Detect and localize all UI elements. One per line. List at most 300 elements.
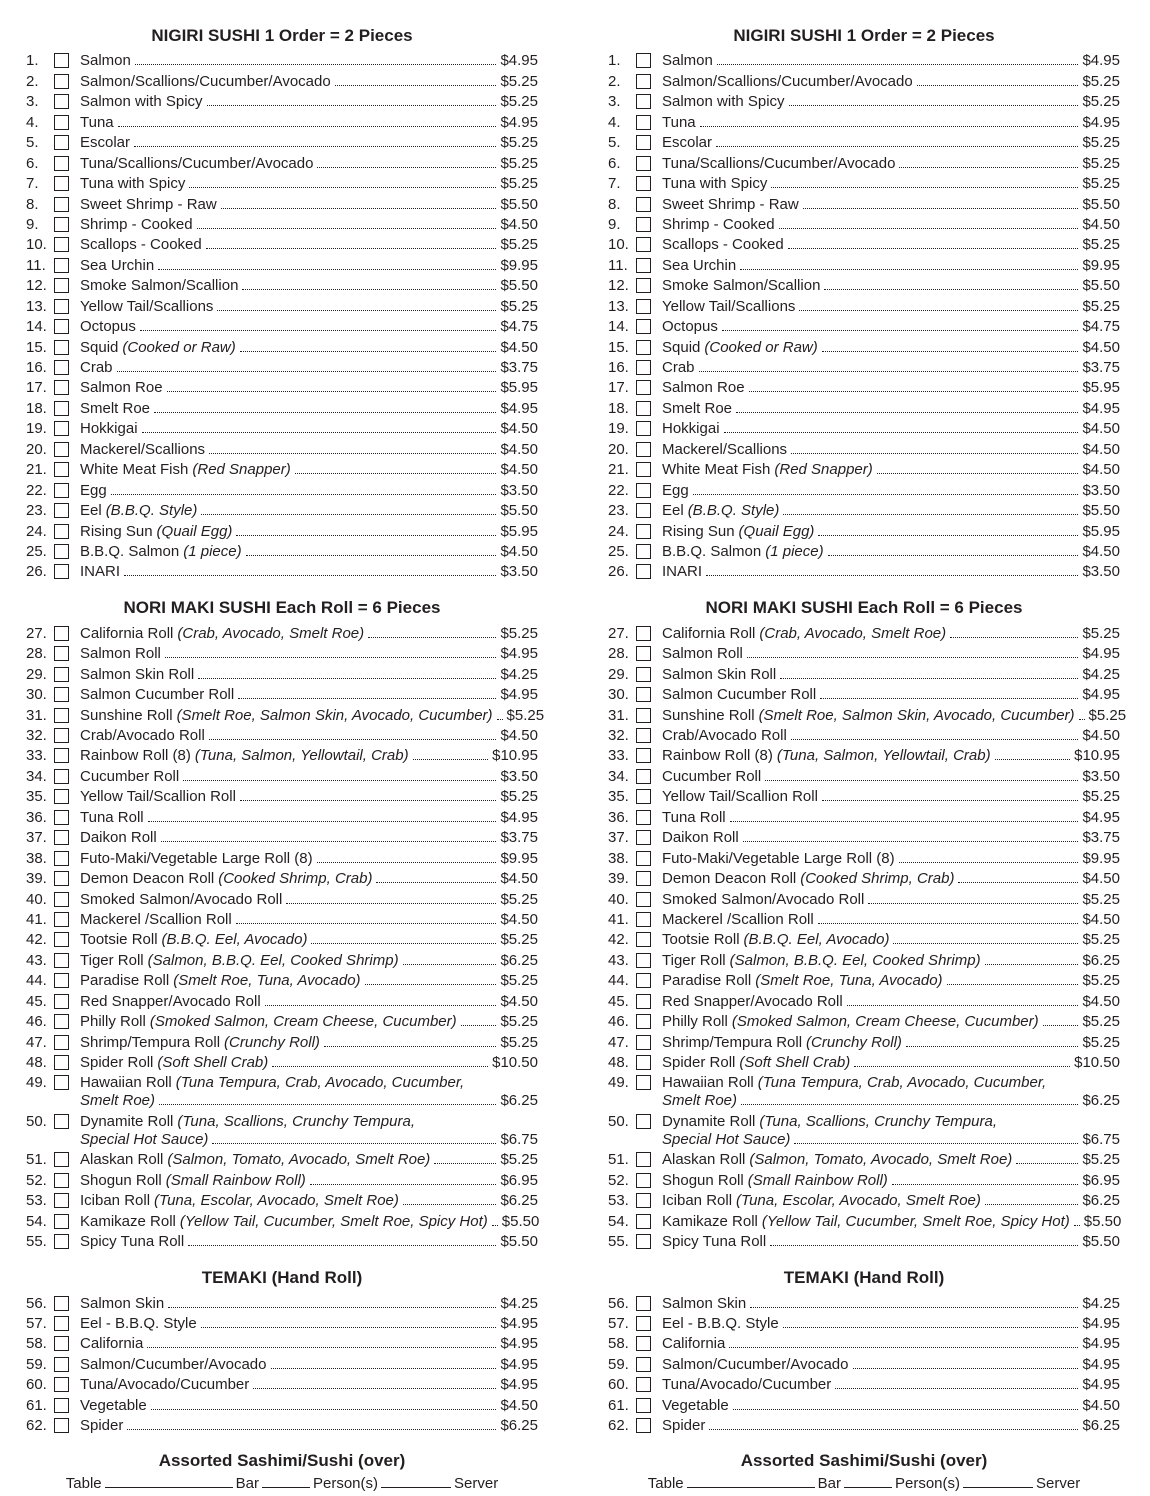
order-checkbox[interactable] xyxy=(636,94,651,109)
dot-leader xyxy=(730,821,1079,822)
order-checkbox[interactable] xyxy=(636,1296,651,1311)
item-number: 5. xyxy=(608,134,621,152)
item-price: $4.50 xyxy=(1082,461,1120,479)
dot-leader xyxy=(724,432,1079,433)
order-checkbox[interactable] xyxy=(636,1234,651,1249)
order-checkbox[interactable] xyxy=(54,564,69,579)
order-checkbox[interactable] xyxy=(54,646,69,661)
menu-item xyxy=(608,643,1120,663)
item-description: (Smoked Salmon, Cream Cheese, Cucumber) xyxy=(731,1013,1039,1031)
item-name: Spider Roll xyxy=(662,1054,736,1071)
item-name: Smelt Roe xyxy=(662,399,733,417)
menu-item xyxy=(608,295,1120,315)
item-name: Dynamite Roll xyxy=(662,1112,756,1130)
menu-item xyxy=(26,438,538,458)
dot-leader xyxy=(736,412,1078,413)
menu-item-row xyxy=(608,990,1120,1010)
item-number: 38. xyxy=(608,849,629,867)
order-checkbox[interactable] xyxy=(54,1418,69,1433)
order-checkbox[interactable] xyxy=(54,1336,69,1351)
order-checkbox[interactable] xyxy=(636,1152,651,1167)
order-checkbox[interactable] xyxy=(636,912,651,927)
order-checkbox[interactable] xyxy=(54,319,69,334)
order-checkbox[interactable] xyxy=(54,769,69,784)
item-number: 12. xyxy=(26,277,47,295)
item-number: 34. xyxy=(608,767,629,785)
menu-item-row xyxy=(608,316,1120,336)
menu-item-row xyxy=(26,684,538,704)
item-number: 44. xyxy=(608,972,629,990)
menu-item xyxy=(26,765,538,785)
order-checkbox[interactable] xyxy=(54,340,69,355)
menu-item-row xyxy=(608,643,1120,663)
order-checkbox[interactable] xyxy=(636,1173,651,1188)
order-checkbox[interactable] xyxy=(54,1014,69,1029)
menu-item-row xyxy=(26,643,538,663)
item-price: $5.25 xyxy=(500,236,538,254)
menu-item-row xyxy=(26,316,538,336)
order-checkbox[interactable] xyxy=(636,1035,651,1050)
item-price: $4.50 xyxy=(500,461,538,479)
order-checkbox[interactable] xyxy=(54,483,69,498)
order-checkbox[interactable] xyxy=(54,503,69,518)
order-checkbox[interactable] xyxy=(636,524,651,539)
item-number: 49. xyxy=(26,1074,47,1092)
menu-item xyxy=(26,357,538,377)
order-checkbox[interactable] xyxy=(636,483,651,498)
menu-item xyxy=(608,316,1120,336)
item-number: 60. xyxy=(26,1376,47,1394)
order-checkbox[interactable] xyxy=(54,851,69,866)
order-checkbox[interactable] xyxy=(636,340,651,355)
dot-leader xyxy=(770,1245,1078,1246)
item-name: Spider xyxy=(662,1417,706,1435)
menu-item xyxy=(608,254,1120,274)
order-checkbox[interactable] xyxy=(54,871,69,886)
persons-blank[interactable] xyxy=(381,1473,451,1488)
menu-item-row xyxy=(26,1031,538,1051)
order-checkbox[interactable] xyxy=(54,1193,69,1208)
item-description: (1 piece) xyxy=(765,542,824,560)
order-checkbox[interactable] xyxy=(54,1035,69,1050)
item-description: (Salmon, Tomato, Avocado, Smelt Roe) xyxy=(167,1151,431,1169)
order-checkbox[interactable] xyxy=(636,74,651,89)
order-checkbox[interactable] xyxy=(636,156,651,171)
order-checkbox[interactable] xyxy=(636,646,651,661)
menu-item-row xyxy=(26,234,538,254)
order-checkbox[interactable] xyxy=(636,769,651,784)
item-number: 55. xyxy=(608,1233,629,1251)
menu-item-row xyxy=(26,541,538,561)
item-number: 49. xyxy=(608,1074,629,1092)
order-checkbox[interactable] xyxy=(636,810,651,825)
order-checkbox[interactable] xyxy=(54,135,69,150)
order-checkbox[interactable] xyxy=(54,1214,69,1229)
item-name: Daikon Roll xyxy=(80,829,157,847)
item-name: Yellow Tail/Scallions xyxy=(80,297,214,315)
order-checkbox[interactable] xyxy=(54,892,69,907)
item-name: Tootsie Roll xyxy=(662,931,740,949)
order-checkbox[interactable] xyxy=(636,544,651,559)
menu-item xyxy=(608,868,1120,888)
table-blank[interactable] xyxy=(687,1473,815,1488)
order-checkbox[interactable] xyxy=(636,1316,651,1331)
menu-item-row xyxy=(608,1210,1120,1230)
menu-item-row xyxy=(26,214,538,234)
item-price: $4.95 xyxy=(500,1355,538,1373)
dot-leader xyxy=(117,371,497,372)
order-checkbox[interactable] xyxy=(636,115,651,130)
item-number: 52. xyxy=(26,1171,47,1189)
menu-item xyxy=(608,50,1120,70)
order-checkbox[interactable] xyxy=(54,953,69,968)
order-checkbox[interactable] xyxy=(54,1075,69,1090)
order-checkbox[interactable] xyxy=(54,1234,69,1249)
order-checkbox[interactable] xyxy=(636,237,651,252)
item-name: Smoke Salmon/Scallion xyxy=(80,277,239,295)
menu-item xyxy=(608,275,1120,295)
order-checkbox[interactable] xyxy=(636,421,651,436)
order-checkbox[interactable] xyxy=(54,94,69,109)
item-name: Salmon Skin Roll xyxy=(662,665,777,683)
order-checkbox[interactable] xyxy=(636,380,651,395)
section-heading-nori: NORI MAKI SUSHI Each Roll = 6 Pieces xyxy=(705,598,1023,618)
order-checkbox[interactable] xyxy=(54,53,69,68)
item-price: $5.95 xyxy=(1082,379,1120,397)
item-number: 16. xyxy=(608,359,629,376)
order-checkbox[interactable] xyxy=(636,1014,651,1029)
item-description: (Tuna, Scallions, Crunchy Tempura, xyxy=(177,1112,415,1130)
order-checkbox[interactable] xyxy=(636,789,651,804)
item-number: 7. xyxy=(26,175,39,193)
order-checkbox[interactable] xyxy=(636,851,651,866)
bar-blank[interactable] xyxy=(844,1473,892,1488)
order-checkbox[interactable] xyxy=(54,176,69,191)
item-name: Sweet Shrimp - Raw xyxy=(80,195,217,213)
menu-item xyxy=(608,173,1120,193)
item-price: $6.25 xyxy=(1082,1092,1120,1110)
order-checkbox[interactable] xyxy=(54,810,69,825)
menu-item xyxy=(26,888,538,908)
menu-item xyxy=(26,500,538,520)
order-checkbox[interactable] xyxy=(636,1075,651,1090)
menu-item-row xyxy=(26,397,538,417)
bar-blank[interactable] xyxy=(262,1473,310,1488)
dot-leader xyxy=(743,841,1079,842)
order-checkbox[interactable] xyxy=(54,1114,69,1129)
item-name: INARI xyxy=(662,563,703,581)
order-checkbox[interactable] xyxy=(636,1114,651,1129)
menu-item-row xyxy=(608,397,1120,417)
item-number: 23. xyxy=(608,502,629,520)
order-checkbox[interactable] xyxy=(636,135,651,150)
item-number: 37. xyxy=(26,829,47,847)
menu-item-row xyxy=(608,438,1120,458)
order-checkbox[interactable] xyxy=(636,728,651,743)
order-checkbox[interactable] xyxy=(636,953,651,968)
order-checkbox[interactable] xyxy=(636,830,651,845)
order-checkbox[interactable] xyxy=(54,708,69,723)
item-number: 29. xyxy=(26,665,47,683)
dot-leader xyxy=(183,780,496,781)
item-description: (Cooked or Raw) xyxy=(122,338,236,356)
menu-item-row xyxy=(26,1353,538,1373)
dot-leader xyxy=(217,310,496,311)
menu-item-row xyxy=(26,500,538,520)
item-number: 27. xyxy=(26,624,47,642)
order-checkbox[interactable] xyxy=(636,1377,651,1392)
order-checkbox[interactable] xyxy=(636,258,651,273)
order-checkbox[interactable] xyxy=(636,278,651,293)
order-checkbox[interactable] xyxy=(636,932,651,947)
item-number: 61. xyxy=(26,1396,47,1414)
order-checkbox[interactable] xyxy=(54,115,69,130)
menu-item-row xyxy=(26,1394,538,1414)
item-number: 62. xyxy=(26,1417,47,1435)
order-checkbox[interactable] xyxy=(54,1316,69,1331)
order-checkbox[interactable] xyxy=(54,1296,69,1311)
menu-item-row xyxy=(608,336,1120,356)
item-description: (Tuna, Salmon, Yellowtail, Crab) xyxy=(776,747,991,765)
order-checkbox[interactable] xyxy=(54,197,69,212)
order-checkbox[interactable] xyxy=(636,319,651,334)
item-number: 20. xyxy=(608,440,629,458)
menu-item-row xyxy=(608,214,1120,234)
dot-leader xyxy=(779,228,1079,229)
order-checkbox[interactable] xyxy=(636,687,651,702)
order-checkbox[interactable] xyxy=(54,687,69,702)
menu-item-row xyxy=(26,438,538,458)
item-description: (Salmon, Tomato, Avocado, Smelt Roe) xyxy=(749,1151,1013,1169)
menu-item-row xyxy=(26,132,538,152)
menu-item xyxy=(26,377,538,397)
item-number: 59. xyxy=(608,1355,629,1373)
item-name: Tuna xyxy=(662,113,696,131)
dot-leader xyxy=(197,228,497,229)
order-checkbox[interactable] xyxy=(54,830,69,845)
dot-leader xyxy=(1016,1163,1078,1164)
item-price: $5.25 xyxy=(500,154,538,172)
item-number: 52. xyxy=(608,1171,629,1189)
item-name: Salmon/Cucumber/Avocado xyxy=(80,1355,267,1373)
menu-item xyxy=(26,132,538,152)
item-price: $4.25 xyxy=(1082,665,1120,683)
dot-leader xyxy=(207,105,497,106)
dot-leader xyxy=(892,1184,1079,1185)
order-checkbox[interactable] xyxy=(54,789,69,804)
order-checkbox[interactable] xyxy=(636,401,651,416)
item-price: $4.50 xyxy=(1082,992,1120,1010)
order-checkbox[interactable] xyxy=(636,564,651,579)
dot-leader xyxy=(750,1307,1078,1308)
order-checkbox[interactable] xyxy=(54,973,69,988)
order-checkbox[interactable] xyxy=(54,217,69,232)
menu-item-row xyxy=(608,1169,1120,1189)
dot-leader xyxy=(693,494,1079,495)
menu-item-row xyxy=(608,949,1120,969)
order-checkbox[interactable] xyxy=(636,299,651,314)
menu-item xyxy=(608,1052,1120,1072)
item-price: $4.50 xyxy=(500,215,538,233)
menu-item-row xyxy=(26,1011,538,1031)
table-blank[interactable] xyxy=(105,1473,233,1488)
menu-item-row xyxy=(26,1190,538,1210)
item-name: California xyxy=(662,1335,726,1353)
item-number: 25. xyxy=(608,542,629,560)
menu-item-row xyxy=(608,50,1120,70)
order-checkbox[interactable] xyxy=(636,1214,651,1229)
item-number: 12. xyxy=(608,277,629,295)
menu-item-row xyxy=(608,193,1120,213)
order-checkbox[interactable] xyxy=(636,626,651,641)
order-checkbox[interactable] xyxy=(54,1152,69,1167)
item-number: 54. xyxy=(608,1212,629,1230)
order-checkbox[interactable] xyxy=(636,1336,651,1351)
menu-item xyxy=(608,949,1120,969)
order-checkbox[interactable] xyxy=(54,74,69,89)
item-price: $4.95 xyxy=(500,686,538,704)
order-checkbox[interactable] xyxy=(54,442,69,457)
dot-leader xyxy=(749,391,1079,392)
menu-item-row xyxy=(608,541,1120,561)
order-checkbox[interactable] xyxy=(636,1193,651,1208)
dot-leader xyxy=(958,882,1078,883)
item-number: 11. xyxy=(26,256,46,274)
order-checkbox[interactable] xyxy=(54,421,69,436)
order-checkbox[interactable] xyxy=(54,932,69,947)
order-checkbox[interactable] xyxy=(54,156,69,171)
order-checkbox[interactable] xyxy=(636,1398,651,1413)
menu-item xyxy=(26,990,538,1010)
dot-leader xyxy=(899,167,1078,168)
dot-leader xyxy=(310,1184,497,1185)
item-price: $5.25 xyxy=(500,72,538,90)
menu-item-row xyxy=(26,91,538,111)
order-checkbox[interactable] xyxy=(54,728,69,743)
persons-blank[interactable] xyxy=(963,1473,1033,1488)
item-name: Salmon Roe xyxy=(662,379,745,397)
order-checkbox[interactable] xyxy=(636,217,651,232)
order-checkbox[interactable] xyxy=(54,994,69,1009)
item-price: $5.95 xyxy=(500,522,538,540)
menu-item-row xyxy=(26,152,538,172)
order-checkbox[interactable] xyxy=(636,871,651,886)
menu-item xyxy=(26,50,538,70)
order-checkbox[interactable] xyxy=(54,258,69,273)
item-number: 6. xyxy=(608,154,621,172)
order-checkbox[interactable] xyxy=(54,912,69,927)
menu-item-row xyxy=(608,418,1120,438)
order-checkbox[interactable] xyxy=(636,462,651,477)
menu-item xyxy=(26,1169,538,1189)
menu-item-row xyxy=(26,357,538,377)
order-checkbox[interactable] xyxy=(54,748,69,763)
item-number: 31. xyxy=(26,706,47,724)
menu-item xyxy=(608,684,1120,704)
order-checkbox[interactable] xyxy=(54,524,69,539)
order-checkbox[interactable] xyxy=(54,360,69,375)
order-checkbox[interactable] xyxy=(54,1055,69,1070)
order-checkbox[interactable] xyxy=(636,176,651,191)
section-heading-temaki: TEMAKI (Hand Roll) xyxy=(201,1268,363,1288)
item-description: (Yellow Tail, Cucumber, Smelt Roe, Spicy Hot) xyxy=(179,1212,488,1230)
item-number: 46. xyxy=(26,1013,47,1031)
order-checkbox[interactable] xyxy=(54,462,69,477)
order-checkbox[interactable] xyxy=(636,892,651,907)
order-checkbox[interactable] xyxy=(54,1357,69,1372)
item-number: 45. xyxy=(608,992,629,1010)
menu-item-row xyxy=(608,377,1120,397)
item-name: Scallops - Cooked xyxy=(662,236,784,254)
order-checkbox[interactable] xyxy=(636,53,651,68)
order-checkbox[interactable] xyxy=(54,626,69,641)
order-checkbox[interactable] xyxy=(636,442,651,457)
dot-leader xyxy=(709,1429,1078,1430)
item-description: (B.B.Q. Style) xyxy=(687,502,780,520)
menu-item xyxy=(608,377,1120,397)
order-checkbox[interactable] xyxy=(54,667,69,682)
item-name: Spider Roll xyxy=(80,1054,154,1071)
order-checkbox[interactable] xyxy=(636,1357,651,1372)
dot-leader xyxy=(780,678,1078,679)
order-checkbox[interactable] xyxy=(636,708,651,723)
order-checkbox[interactable] xyxy=(54,380,69,395)
order-checkbox[interactable] xyxy=(636,667,651,682)
order-checkbox[interactable] xyxy=(636,197,651,212)
dot-leader xyxy=(906,1046,1079,1047)
order-checkbox[interactable] xyxy=(636,748,651,763)
spacer xyxy=(608,1251,1120,1264)
menu-item-row xyxy=(26,868,538,888)
menu-item xyxy=(26,827,538,847)
dot-leader xyxy=(699,371,1079,372)
item-number: 45. xyxy=(26,992,47,1010)
item-price: $6.25 xyxy=(500,1192,538,1210)
menu-item-row xyxy=(608,234,1120,254)
order-checkbox[interactable] xyxy=(636,994,651,1009)
order-checkbox[interactable] xyxy=(54,1173,69,1188)
order-checkbox[interactable] xyxy=(54,544,69,559)
item-number: 43. xyxy=(608,951,629,969)
menu-item xyxy=(26,622,538,642)
order-checkbox[interactable] xyxy=(54,1398,69,1413)
item-price: $6.25 xyxy=(1082,951,1120,969)
item-price: $5.95 xyxy=(500,379,538,397)
dot-leader xyxy=(985,964,1079,965)
item-name: Tuna/Scallions/Cucumber/Avocado xyxy=(662,154,896,172)
menu-item-row xyxy=(608,929,1120,949)
item-price: $5.25 xyxy=(500,175,538,193)
order-checkbox[interactable] xyxy=(636,973,651,988)
item-name: Philly Roll xyxy=(80,1013,146,1031)
order-checkbox[interactable] xyxy=(54,278,69,293)
order-checkbox[interactable] xyxy=(636,1055,651,1070)
order-checkbox[interactable] xyxy=(636,1418,651,1433)
order-checkbox[interactable] xyxy=(636,503,651,518)
order-checkbox[interactable] xyxy=(54,1377,69,1392)
menu-item xyxy=(26,336,538,356)
item-price: $4.25 xyxy=(500,1294,538,1312)
order-checkbox[interactable] xyxy=(54,299,69,314)
item-number: 37. xyxy=(608,829,629,847)
item-number: 26. xyxy=(26,563,47,581)
order-checkbox[interactable] xyxy=(54,237,69,252)
dot-leader xyxy=(148,821,497,822)
item-price: $5.50 xyxy=(1082,502,1120,520)
order-checkbox[interactable] xyxy=(54,401,69,416)
menu-item-row xyxy=(26,1313,538,1333)
order-checkbox[interactable] xyxy=(636,360,651,375)
